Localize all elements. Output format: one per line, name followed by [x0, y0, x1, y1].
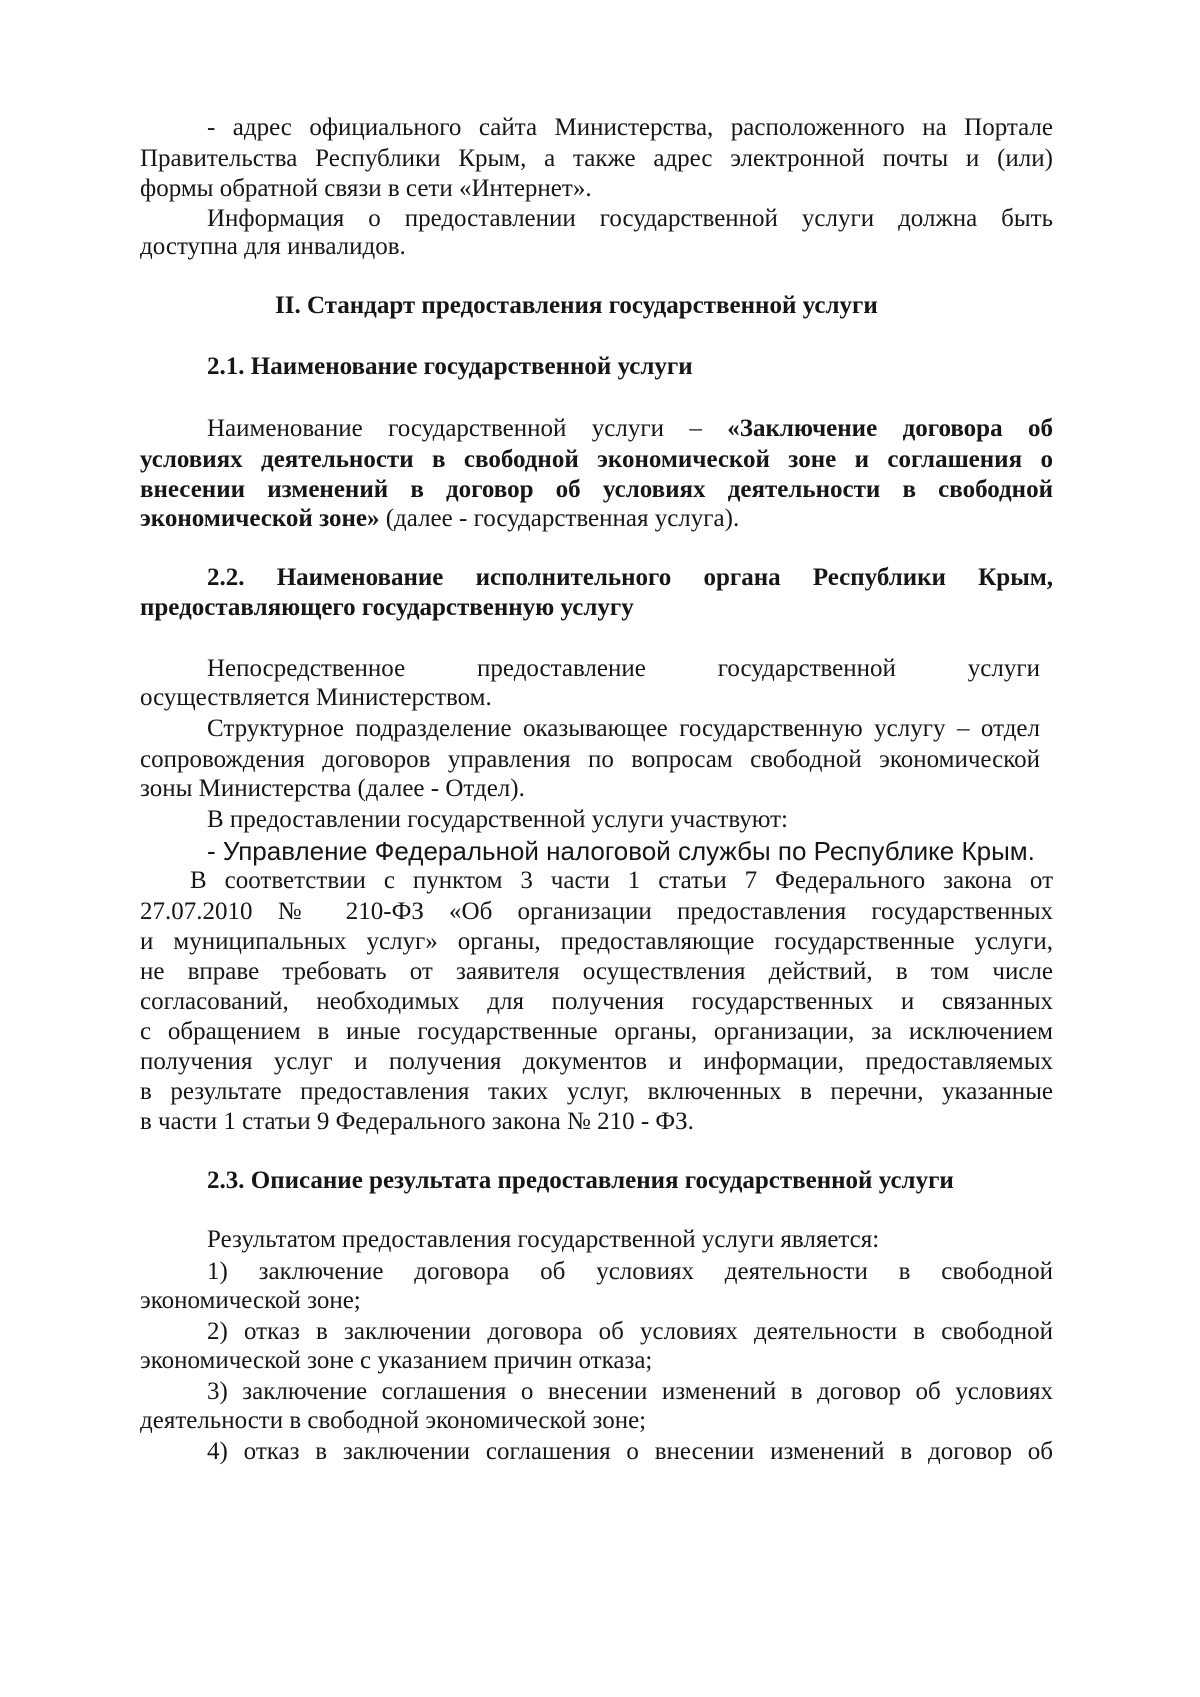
heading-2-3: 2.3. Описание результата предоставления государственной услуги	[207, 1167, 954, 1194]
info-line-5: доступна для инвалидов.	[140, 233, 406, 260]
s21-line-4-plain: (далее - государственная услуга).	[379, 505, 740, 532]
s23-item-4-line-1: 4) отказ в заключении соглашения о внесении изменений в договор об	[207, 1438, 1053, 1465]
s22-p5-line-6: с обращением в иные государственные органы, организации, за исключением	[140, 1018, 1053, 1045]
s21-line-1	[207, 415, 1053, 443]
s22-p5-line-5: согласований, необходимых для получения государственных и связанных	[140, 988, 1053, 1015]
info-line-2: Правительства Республики Крым, а также адрес электронной почты и (или)	[140, 145, 1053, 172]
s22-p5-line-4: не вправе требовать от заявителя осуществления действий, в том числе	[140, 958, 1053, 985]
s22-p3: В предоставлении государственной услуги участвуют:	[207, 806, 789, 833]
s22-p1-line-2: осуществляется Министерством.	[140, 684, 492, 711]
s21-line-4	[140, 505, 739, 533]
section-title: II. Стандарт предоставления государственной услуги	[275, 292, 878, 319]
s22-p5-line-8: в результате предоставления таких услуг, включенных в перечни, указанные	[140, 1078, 1053, 1105]
s22-p5-line-1: В соответствии с пунктом 3 части 1 статьи 7 Федерального закона от	[190, 867, 1053, 894]
heading-2-2-line-2: предоставляющего государственную услугу	[140, 594, 634, 621]
s21-line-1-bold: «Заключение договора об	[727, 415, 1053, 442]
s23-intro: Результатом предоставления государственной услуги является:	[207, 1226, 880, 1253]
s23-item-1-line-2: экономической зоне;	[140, 1287, 361, 1314]
info-line-3: формы обратной связи в сети «Интернет».	[140, 175, 592, 202]
s23-item-2-line-2: экономической зоне с указанием причин отказа;	[140, 1347, 653, 1374]
s23-item-2-line-1: 2) отказ в заключении договора об условиях деятельности в свободной	[207, 1318, 1053, 1345]
s23-item-1-line-1: 1) заключение договора об условиях деятельности в свободной	[207, 1258, 1053, 1285]
s22-p4: - Управление Федеральной налоговой службы по Республике Крым.	[207, 836, 1035, 866]
info-line-1: - адрес официального сайта Министерства, расположенного на Портале	[207, 114, 1053, 141]
s21-line-3: внесении изменений в договор об условиях деятельности в свободной	[140, 476, 1053, 503]
s21-line-2: условиях деятельности в свободной экономической зоне и соглашения о	[140, 446, 1053, 473]
s22-p1-line-1: Непосредственное предоставление государственной услуги	[207, 655, 1040, 682]
s22-p5-line-7: получения услуг и получения документов и информации, предоставляемых	[140, 1048, 1053, 1075]
s22-p2-line-2: сопровождения договоров управления по вопросам свободной экономической	[140, 746, 1040, 773]
s21-line-4-bold: экономической зоне»	[140, 505, 380, 532]
s22-p2-line-1: Структурное подразделение оказывающее государственную услугу – отдел	[207, 715, 1040, 742]
s22-p5-line-3: и муниципальных услуг» органы, предоставляющие государственные услуги,	[140, 928, 1053, 955]
s22-p5-line-9: в части 1 статьи 9 Федерального закона № 210 - ФЗ.	[140, 1108, 694, 1135]
s23-item-3-line-1: 3) заключение соглашения о внесении изменений в договор об условиях	[207, 1378, 1053, 1405]
heading-2-1: 2.1. Наименование государственной услуги	[207, 353, 693, 380]
s22-p2-line-3: зоны Министерства (далее - Отдел).	[140, 775, 525, 802]
s23-item-3-line-2: деятельности в свободной экономической зоне;	[140, 1407, 647, 1434]
info-line-4: Информация о предоставлении государственной услуги должна быть	[207, 205, 1053, 232]
heading-2-2-line-1: 2.2. Наименование исполнительного органа Республики Крым,	[207, 564, 1053, 591]
s22-p5-line-2: 27.07.2010 № 210-ФЗ «Об организации предоставления государственных	[140, 898, 1053, 925]
s21-line-1-plain: Наименование государственной услуги –	[207, 415, 728, 442]
